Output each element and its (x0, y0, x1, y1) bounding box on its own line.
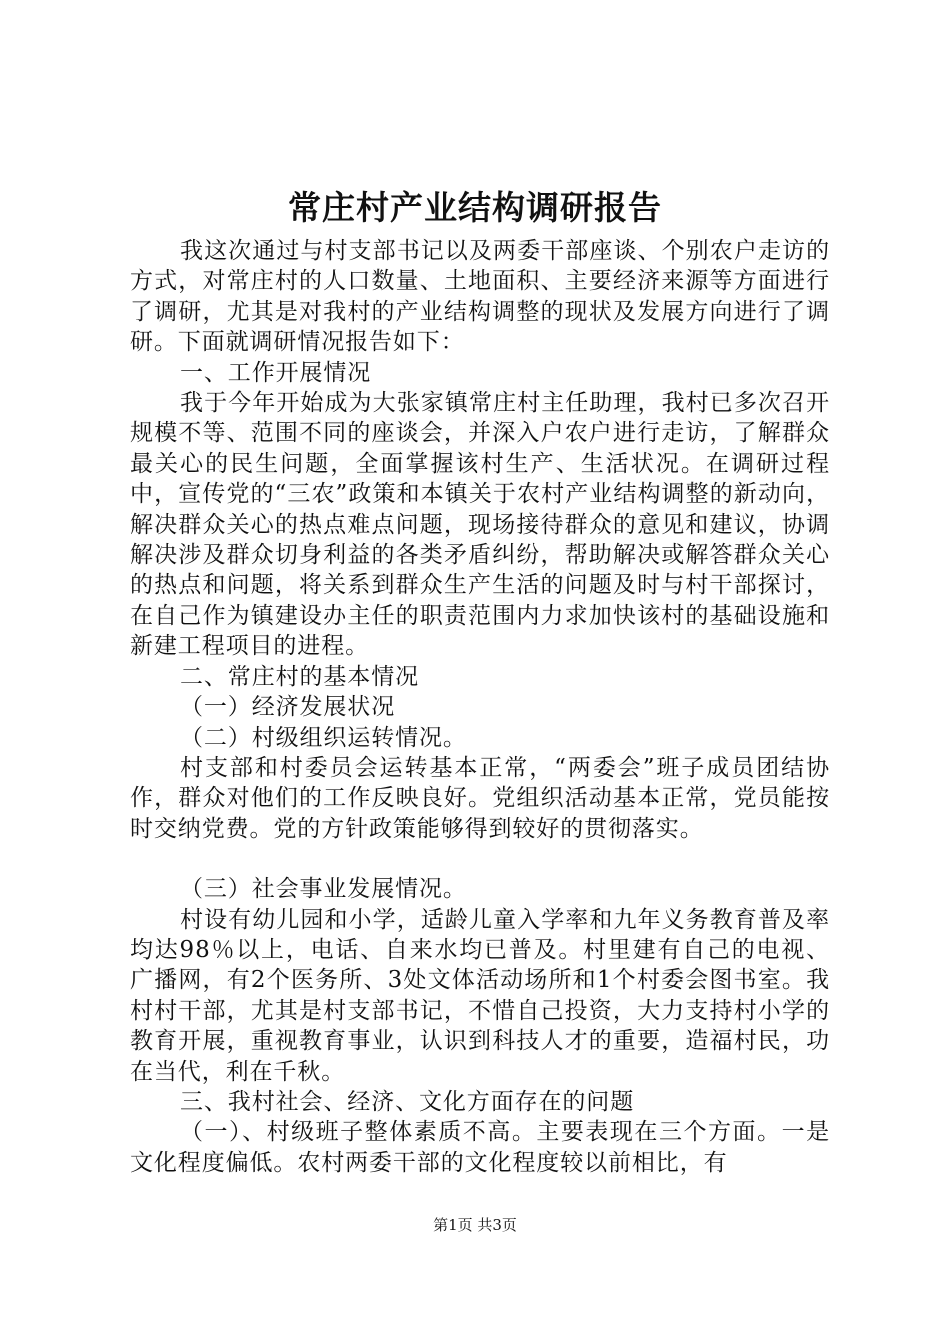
document-body (130, 236, 830, 1178)
page-footer: 第1页 共3页 (433, 1216, 517, 1234)
paragraph-gap (130, 844, 830, 874)
paragraph-organization: 村支部和村委员会运转基本正常，“两委会”班子成员团结协作，群众对他们的工作反映良好。党组织活动基本正常，党员能按时交纳党费。党的方针政策能够得到较好的贯彻落实。 (130, 754, 830, 842)
subsection-heading-1: （一）经济发展状况 (180, 694, 396, 721)
subsection-heading-2: （二）村级组织运转情况。 (180, 724, 467, 751)
paragraph-intro: 我这次通过与村支部书记以及两委干部座谈、个别农户走访的方式，对常庄村的人口数量、土地面积、主要经济来源等方面进行了调研，尤其是对我村的产业结构调整的现状及发展方向进行了调研。下面就调研情况报告如下： (130, 238, 830, 356)
section-heading-2: 二、常庄村的基本情况 (180, 663, 419, 690)
paragraph-problems: （一）、村级班子整体素质不高。主要表现在三个方面。一是文化程度偏低。农村两委干部的文化程度较以前相比，有 (130, 1119, 830, 1176)
paragraph-work: 我于今年开始成为大张家镇常庄村主任助理，我村已多次召开规模不等、范围不同的座谈会，并深入户农户进行走访，了解群众最关心的民生问题，全面掌握该村生产、生活状况。在调研过程中，宣传党的“三农”政策和本镇关于农村产业结构调整的新动向，解决群众关心的热点难点问题，现场接待群众的意见和建议，协调解决涉及群众切身利益的各类矛盾纠纷，帮助解决或解答群众关心的热点和问题，将关系到群众生产生活的问题及时与村干部探讨，在自己作为镇建设办主任的职责范围内力求加快该村的基础设施和新建工程项目的进程。 (130, 390, 830, 660)
section-heading-1: 一、工作开展情况 (180, 359, 372, 386)
section-heading-3: 三、我村社会、经济、文化方面存在的问题 (180, 1088, 635, 1115)
paragraph-social: 村设有幼儿园和小学，适龄儿童入学率和九年义务教育普及率均达98％以上，电话、自来水均已普及。村里建有自己的电视、广播网，有2个医务所、3处文体活动场所和1个村委会图书室。我村村干部，尤其是村支部书记，不惜自己投资，大力支持村小学的教育开展，重视教育事业，认识到科技人才的重要，造福村民，功在当代，利在千秋。 (130, 906, 830, 1085)
subsection-heading-3: （三）社会事业发展情况。 (180, 876, 467, 903)
document-title: 常庄村产业结构调研报告 (288, 188, 662, 227)
